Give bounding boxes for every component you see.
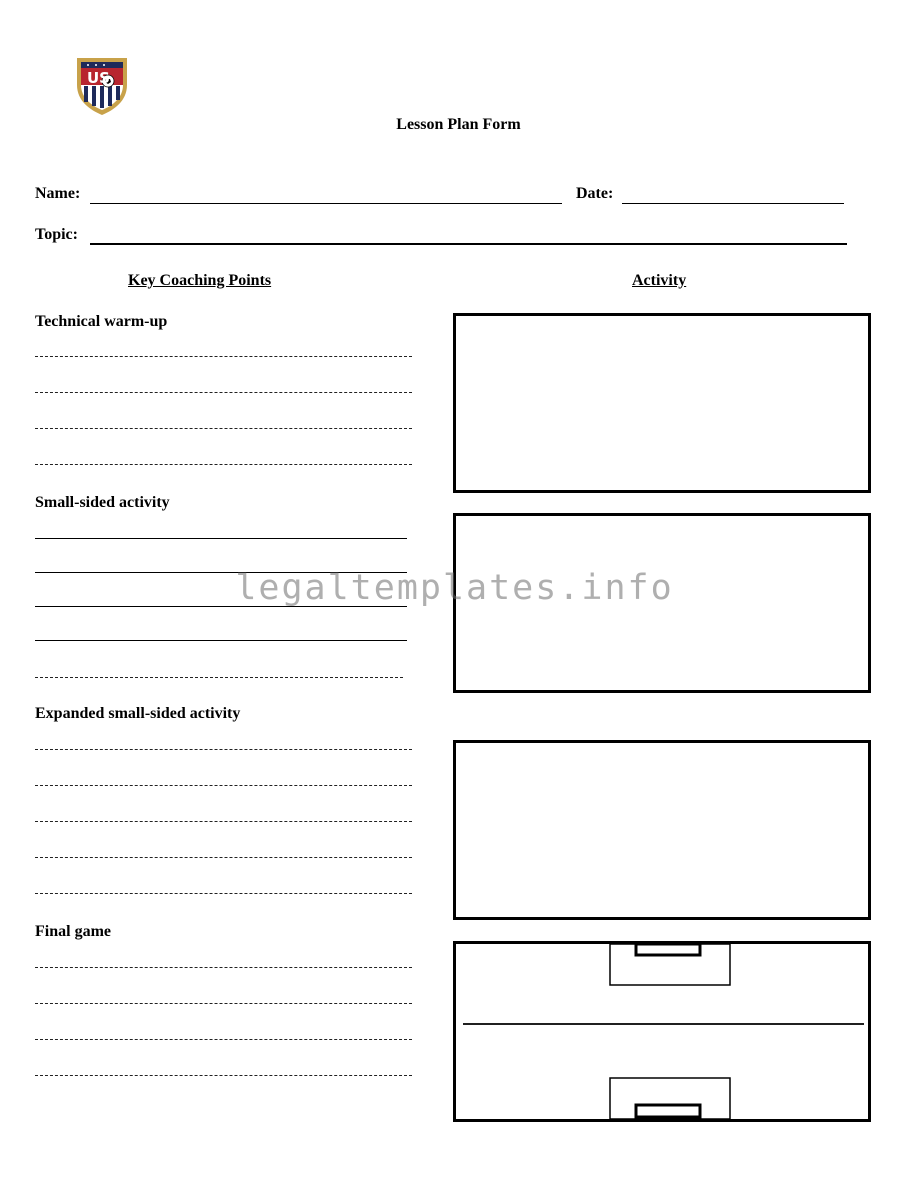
- svg-text:US: US: [87, 69, 110, 87]
- coaching-point-line[interactable]: [35, 893, 412, 894]
- section-title-small-sided: Small-sided activity: [35, 494, 170, 511]
- coaching-point-line[interactable]: [35, 640, 407, 641]
- key-coaching-points-heading: Key Coaching Points: [128, 272, 272, 289]
- coaching-point-line[interactable]: [35, 464, 412, 465]
- coaching-point-line[interactable]: [35, 1003, 412, 1004]
- soccer-field-diagram[interactable]: [453, 941, 871, 1122]
- us-soccer-crest-logo: [74, 55, 130, 117]
- coaching-point-line[interactable]: [35, 857, 412, 858]
- coaching-point-line[interactable]: [35, 749, 412, 750]
- coaching-point-line[interactable]: [35, 1075, 412, 1076]
- coaching-point-line[interactable]: [35, 392, 412, 393]
- coaching-point-line[interactable]: [35, 677, 403, 678]
- activity-heading: Activity: [632, 272, 687, 289]
- page-title: Lesson Plan Form: [396, 116, 521, 133]
- coaching-point-line[interactable]: [35, 356, 412, 357]
- watermark-text: legaltemplates.info: [235, 568, 674, 608]
- coaching-point-line[interactable]: [35, 538, 407, 539]
- coaching-point-line[interactable]: [35, 967, 412, 968]
- section-title-technical-warmup: Technical warm-up: [35, 313, 168, 330]
- section-title-final-game: Final game: [35, 923, 111, 940]
- section-title-expanded-small-sided: Expanded small-sided activity: [35, 705, 241, 722]
- name-label: Name:: [35, 185, 81, 202]
- activity-box-1[interactable]: [453, 313, 871, 493]
- coaching-point-line[interactable]: [35, 821, 412, 822]
- activity-box-3[interactable]: [453, 740, 871, 920]
- topic-label: Topic:: [35, 226, 78, 243]
- date-field[interactable]: [622, 203, 844, 204]
- topic-field[interactable]: [90, 243, 847, 245]
- date-label: Date:: [576, 185, 614, 202]
- coaching-point-line[interactable]: [35, 1039, 412, 1040]
- coaching-point-line[interactable]: [35, 428, 412, 429]
- coaching-point-line[interactable]: [35, 785, 412, 786]
- name-field[interactable]: [90, 203, 562, 204]
